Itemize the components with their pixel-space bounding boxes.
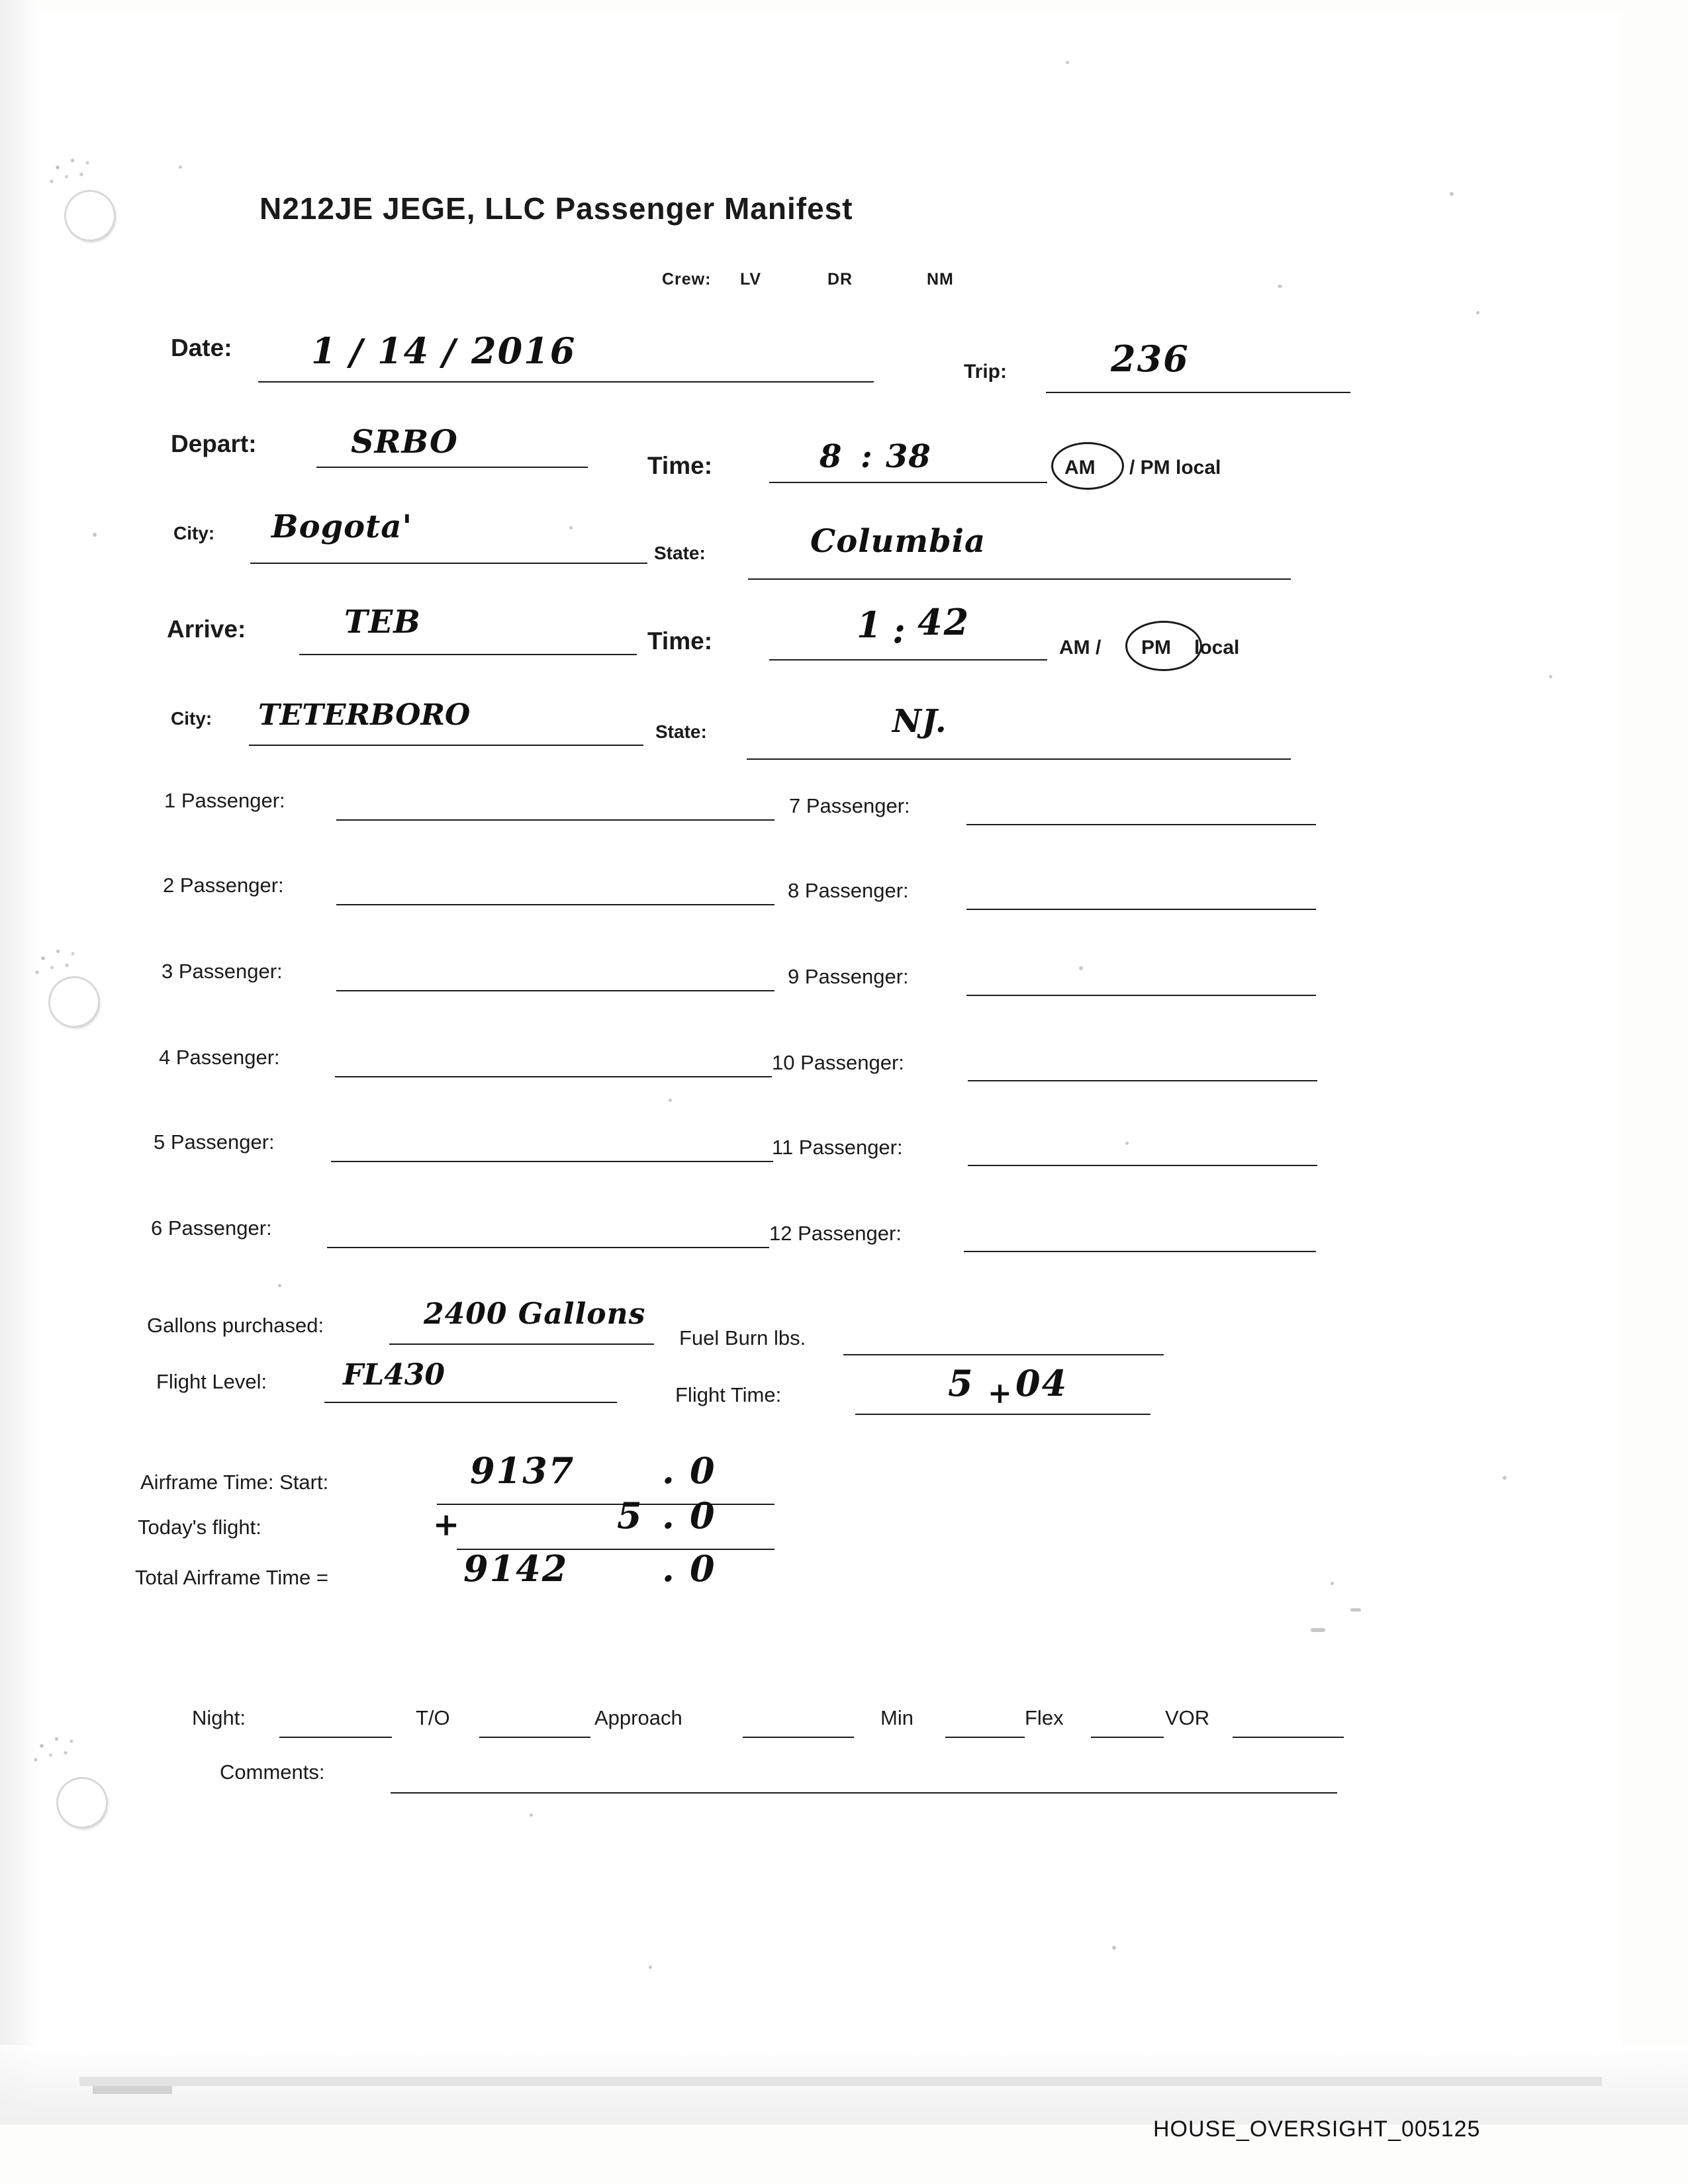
depart-city-rule[interactable]: [250, 563, 647, 564]
passenger-label-4: 4 Passenger:: [159, 1046, 280, 1069]
comments-label: Comments:: [220, 1760, 325, 1784]
date-month-value: 1: [311, 330, 338, 372]
todays-flight-decimal: 0: [690, 1494, 716, 1537]
date-day-value: 14: [377, 330, 430, 372]
date-slash-1: /: [350, 331, 364, 373]
takeoff-label: T/O: [416, 1706, 450, 1729]
comments-rule[interactable]: [391, 1792, 1337, 1794]
scan-speck: [1278, 285, 1282, 288]
depart-value: SRBO: [351, 424, 458, 461]
passenger-rule-10[interactable]: [968, 1080, 1317, 1081]
document-footer-id: HOUSE_OVERSIGHT_005125: [1153, 2116, 1481, 2142]
trip-field-rule[interactable]: [1046, 392, 1350, 393]
flight-time-label: Flight Time:: [675, 1383, 782, 1406]
total-airframe-label: Total Airframe Time =: [135, 1566, 329, 1589]
date-label: Date:: [171, 334, 232, 361]
trip-label: Trip:: [964, 361, 1007, 383]
scan-artifact-band-dark: [93, 2086, 172, 2094]
depart-time-hour: 8: [820, 438, 843, 475]
scan-speck: [1476, 311, 1479, 314]
passenger-rule-8[interactable]: [966, 909, 1316, 910]
arrive-state-rule[interactable]: [747, 758, 1291, 760]
airframe-start-whole: 9137: [470, 1449, 575, 1492]
airframe-start-decimal: 0: [690, 1449, 716, 1492]
passenger-label-5: 5 Passenger:: [154, 1130, 275, 1154]
depart-time-rule[interactable]: [769, 482, 1047, 483]
scan-speck: [1503, 1476, 1507, 1480]
arrive-pm-option[interactable]: PM: [1141, 637, 1171, 659]
passenger-rule-2[interactable]: [336, 904, 774, 905]
vor-rule[interactable]: [1233, 1737, 1344, 1738]
passenger-label-12: 12 Passenger:: [769, 1222, 902, 1245]
total-airframe-dot: .: [662, 1547, 676, 1590]
date-slash-2: /: [442, 331, 457, 373]
depart-time-label: Time:: [647, 452, 713, 479]
scan-speck: [649, 1966, 652, 1969]
arrive-time-label: Time:: [647, 627, 713, 655]
passenger-rule-9[interactable]: [966, 995, 1316, 996]
gallons-purchased-rule[interactable]: [389, 1343, 654, 1345]
passenger-rule-11[interactable]: [968, 1165, 1317, 1166]
todays-flight-whole: 5: [617, 1494, 643, 1537]
arrive-label: Arrive:: [167, 615, 246, 643]
vor-label: VOR: [1165, 1706, 1210, 1729]
passenger-label-9: 9 Passenger:: [788, 965, 909, 988]
arrive-pm-selected-circle: [1125, 621, 1202, 671]
scan-speck: [1112, 1946, 1116, 1950]
todays-flight-plus: +: [433, 1506, 461, 1543]
flex-label: Flex: [1025, 1706, 1064, 1729]
total-airframe-decimal: 0: [690, 1547, 716, 1590]
flight-time-plus: +: [988, 1377, 1012, 1410]
scan-speck: [1350, 1608, 1361, 1612]
flight-level-value: FL430: [343, 1358, 445, 1392]
passenger-label-8: 8 Passenger:: [788, 879, 909, 902]
scan-speck: [1079, 966, 1083, 970]
min-rule[interactable]: [945, 1737, 1025, 1738]
passenger-rule-5[interactable]: [331, 1161, 773, 1162]
trip-value: 236: [1111, 338, 1190, 380]
scan-speck: [569, 526, 573, 529]
approach-label: Approach: [594, 1706, 682, 1729]
arrive-field-rule[interactable]: [299, 654, 637, 655]
passenger-label-3: 3 Passenger:: [162, 960, 283, 983]
todays-flight-label: Today's flight:: [138, 1516, 261, 1539]
passenger-rule-12[interactable]: [964, 1251, 1316, 1252]
arrive-am-option[interactable]: AM /: [1059, 637, 1102, 659]
scan-speck: [1331, 1582, 1334, 1585]
arrive-state-label: State:: [655, 721, 707, 742]
night-label: Night:: [192, 1706, 246, 1729]
crew-label: Crew:: [662, 270, 712, 289]
scan-speck: [1066, 61, 1069, 64]
flight-time-hours: 5: [948, 1362, 974, 1404]
arrive-city-label: City:: [171, 708, 212, 729]
fuel-burn-label: Fuel Burn lbs.: [679, 1326, 806, 1349]
arrive-time-hour: 1: [857, 604, 883, 646]
depart-city-label: City:: [173, 523, 215, 543]
total-airframe-whole: 9142: [463, 1547, 569, 1590]
arrive-value: TEB: [344, 604, 421, 641]
scan-speck: [278, 1284, 281, 1287]
depart-state-label: State:: [654, 543, 706, 563]
hole-punch-bottom: [58, 1779, 106, 1827]
depart-city-value: Bogota': [271, 508, 413, 545]
passenger-label-11: 11 Passenger:: [772, 1136, 903, 1159]
takeoff-rule[interactable]: [479, 1737, 590, 1738]
hole-punch-middle: [50, 978, 98, 1026]
passenger-rule-7[interactable]: [966, 824, 1316, 825]
passenger-rule-3[interactable]: [336, 990, 774, 991]
crew-member-2: DR: [827, 270, 853, 289]
arrive-state-value: NJ.: [892, 703, 947, 740]
depart-am-option[interactable]: AM: [1064, 457, 1096, 478]
scan-speck: [530, 1813, 533, 1817]
depart-pm-option[interactable]: / PM local: [1129, 457, 1221, 478]
arrive-city-value: TETERBORO: [258, 698, 471, 732]
passenger-label-1: 1 Passenger:: [164, 789, 285, 812]
scan-speck: [1125, 1142, 1129, 1145]
arrive-city-rule[interactable]: [249, 745, 643, 746]
scan-speck: [1311, 1628, 1325, 1632]
passenger-label-10: 10 Passenger:: [772, 1051, 904, 1074]
fuel-burn-rule[interactable]: [843, 1354, 1164, 1355]
arrive-time-rule[interactable]: [769, 659, 1047, 660]
flex-rule[interactable]: [1091, 1737, 1164, 1738]
page-title: N212JE JEGE, LLC Passenger Manifest: [259, 191, 853, 226]
passenger-label-7: 7 Passenger:: [789, 794, 910, 817]
airframe-start-label: Airframe Time: Start:: [140, 1471, 329, 1494]
passenger-rule-1[interactable]: [336, 819, 774, 821]
night-rule[interactable]: [279, 1737, 392, 1738]
depart-label: Depart:: [171, 430, 257, 457]
hole-punch-top: [66, 192, 114, 240]
crew-member-3: NM: [927, 270, 954, 289]
passenger-label-6: 6 Passenger:: [151, 1216, 272, 1240]
passenger-label-2: 2 Passenger:: [163, 874, 284, 897]
min-label: Min: [880, 1706, 914, 1729]
scan-speck: [669, 1099, 672, 1102]
scan-speck: [1450, 192, 1454, 196]
todays-flight-dot: .: [662, 1494, 676, 1537]
depart-field-rule[interactable]: [316, 467, 588, 468]
scan-speck: [1549, 675, 1552, 678]
depart-time-minutes: 38: [886, 438, 931, 475]
airframe-start-rule[interactable]: [437, 1504, 774, 1505]
depart-state-rule[interactable]: [748, 578, 1291, 580]
arrive-time-colon: :: [892, 609, 907, 651]
arrive-local-label: local: [1194, 637, 1240, 659]
scan-artifact-band: [79, 2077, 1602, 2086]
hole-punch-smudge-top: [40, 149, 99, 195]
date-field-rule[interactable]: [258, 381, 874, 383]
flight-time-rule[interactable]: [855, 1414, 1150, 1415]
date-year-value: 2016: [471, 330, 577, 372]
scan-speck: [179, 165, 182, 169]
gallons-purchased-label: Gallons purchased:: [147, 1314, 324, 1337]
passenger-rule-4[interactable]: [335, 1076, 772, 1077]
depart-am-selected-circle: [1051, 442, 1124, 490]
crew-member-1: LV: [740, 270, 762, 289]
flight-level-rule[interactable]: [324, 1402, 617, 1403]
flight-level-label: Flight Level:: [156, 1370, 267, 1393]
scan-speck: [93, 533, 97, 537]
arrive-time-minutes: 42: [917, 601, 970, 643]
scan-edge-shading-left: [0, 0, 40, 2105]
gallons-purchased-value: 2400 Gallons: [424, 1297, 646, 1331]
depart-state-value: Columbia: [810, 523, 986, 560]
approach-rule[interactable]: [743, 1737, 854, 1738]
depart-time-colon: :: [861, 438, 873, 475]
airframe-start-dot: .: [662, 1449, 676, 1492]
flight-time-minutes: 04: [1015, 1362, 1068, 1404]
hole-punch-smudge-bottom: [24, 1727, 83, 1774]
passenger-rule-6[interactable]: [327, 1247, 769, 1248]
